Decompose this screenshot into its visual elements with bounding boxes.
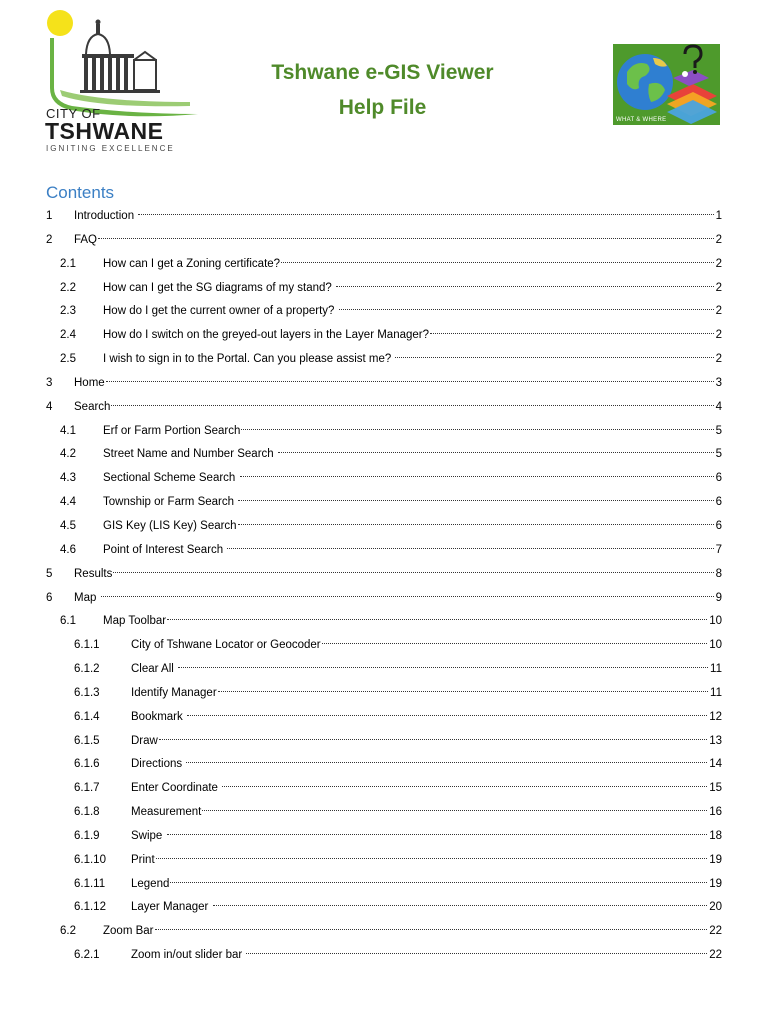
- toc-dot-leader: [238, 523, 714, 525]
- city-of-tshwane-logo: [40, 10, 205, 155]
- toc-entry-page: 6: [715, 496, 722, 509]
- toc-dot-leader: [187, 714, 707, 716]
- toc-dot-leader: [322, 642, 708, 644]
- toc-entry-label: Search: [74, 400, 111, 413]
- toc-entry-page: 19: [709, 853, 722, 866]
- toc-entry-page: 15: [709, 782, 722, 795]
- toc-entry-page: 6: [715, 519, 722, 532]
- toc-entry[interactable]: [46, 443, 722, 467]
- toc-entry-line: [131, 873, 722, 897]
- toc-dot-leader: [222, 785, 707, 787]
- toc-entry-label: Clear All: [131, 663, 178, 676]
- toc-dot-leader: [106, 380, 714, 382]
- toc-entry-label: Erf or Farm Portion Search: [103, 424, 241, 437]
- toc-entry-page: 8: [715, 567, 722, 580]
- toc-dot-leader: [159, 738, 707, 740]
- toc-entry-label: Home: [74, 376, 105, 389]
- toc-entry-label: How do I get the current owner of a property?: [103, 305, 338, 318]
- toc-entry-number: 4.6: [60, 543, 76, 556]
- toc-entry-number: 6.1.1: [74, 639, 100, 652]
- toc-dot-leader: [167, 833, 708, 835]
- toc-dot-leader: [281, 261, 714, 263]
- toc-entry-page: 11: [710, 686, 722, 699]
- toc-entry-number: 6.1.6: [74, 758, 100, 771]
- toc-entry-number: 6.1.7: [74, 782, 100, 795]
- toc-entry-label: How can I get the SG diagrams of my stand?: [103, 281, 336, 294]
- toc-entry-line: [103, 539, 722, 563]
- toc-entry[interactable]: [46, 300, 722, 324]
- toc-dot-leader: [202, 809, 707, 811]
- toc-entry-number: 4: [46, 400, 53, 413]
- toc-entry-label: GIS Key (LIS Key) Search: [103, 519, 237, 532]
- toc-entry-line: [103, 467, 722, 491]
- toc-entry-page: 5: [715, 448, 722, 461]
- toc-entry-line: [131, 730, 722, 754]
- toc-entry-label: Results: [74, 567, 113, 580]
- toc-dot-leader: [156, 857, 708, 859]
- toc-entry-number: 5: [46, 567, 53, 580]
- toc-entry-line: [103, 300, 722, 324]
- toc-entry-line: [131, 825, 722, 849]
- toc-entry-number: 6.1.3: [74, 686, 100, 699]
- toc-dot-leader: [339, 308, 714, 310]
- logo-tagline-text: IGNITING EXCELLENCE: [46, 144, 175, 153]
- toc-entry-page: 1: [715, 210, 722, 222]
- toc-entry-page: 2: [715, 305, 722, 318]
- toc-entry[interactable]: [46, 277, 722, 301]
- toc-dot-leader: [155, 928, 708, 930]
- toc-dot-leader: [241, 428, 713, 430]
- toc-entry-line: [131, 944, 722, 968]
- toc-dot-leader: [395, 356, 713, 358]
- toc-entry-number: 4.1: [60, 424, 76, 437]
- toc-entry-line: [74, 587, 722, 611]
- toc-entry-number: 2.3: [60, 305, 76, 318]
- toc-entry-label: Sectional Scheme Search: [103, 472, 239, 485]
- toc-entry-line: [131, 849, 722, 873]
- toc-entry-line: [103, 491, 722, 515]
- toc-entry-page: 19: [709, 877, 722, 890]
- toc-entry-page: 3: [715, 376, 722, 389]
- toc-entry-label: Enter Coordinate: [131, 782, 222, 795]
- toc-entry-line: [103, 253, 722, 277]
- toc-entry-line: [103, 420, 722, 444]
- toc-entry-number: 6: [46, 591, 53, 604]
- table-of-contents: [46, 205, 722, 968]
- logo-name-text: TSHWANE: [45, 118, 164, 144]
- toc-entry[interactable]: [46, 515, 722, 539]
- toc-entry[interactable]: [46, 777, 722, 801]
- toc-entry[interactable]: [46, 324, 722, 348]
- toc-entry-label: I wish to sign in to the Portal. Can you please assist me?: [103, 353, 395, 366]
- badge-caption: WHAT & WHERE: [616, 117, 667, 123]
- toc-entry[interactable]: [46, 372, 722, 396]
- toc-entry-label: Township or Farm Search: [103, 496, 238, 509]
- toc-entry-line: [103, 348, 722, 372]
- toc-dot-leader: [336, 285, 714, 287]
- toc-dot-leader: [178, 666, 708, 668]
- toc-entry-label: Map: [74, 591, 100, 604]
- toc-entry-page: 5: [715, 424, 722, 437]
- toc-entry-line: [103, 443, 722, 467]
- toc-entry[interactable]: [46, 539, 722, 563]
- toc-entry-number: 6.2.1: [74, 949, 100, 962]
- toc-entry[interactable]: [46, 563, 722, 587]
- toc-entry-page: 2: [715, 257, 722, 270]
- toc-dot-leader: [167, 618, 707, 620]
- toc-entry-line: [131, 801, 722, 825]
- toc-entry[interactable]: [46, 682, 722, 706]
- toc-entry-label: Measurement: [131, 806, 202, 819]
- toc-entry-label: Directions: [131, 758, 186, 771]
- toc-entry[interactable]: [46, 348, 722, 372]
- toc-dot-leader: [138, 213, 713, 215]
- toc-entry-page: 16: [709, 806, 722, 819]
- toc-entry-line: [131, 658, 722, 682]
- toc-entry-line: [131, 896, 722, 920]
- toc-entry-number: 2.2: [60, 281, 76, 294]
- toc-entry[interactable]: [46, 610, 722, 634]
- toc-entry-number: 1: [46, 210, 53, 222]
- toc-entry-number: 6.1.8: [74, 806, 100, 819]
- toc-entry-page: 2: [715, 281, 722, 294]
- toc-dot-leader: [170, 881, 707, 883]
- toc-entry-page: 4: [715, 400, 722, 413]
- what-and-where-badge: [613, 44, 720, 125]
- toc-entry-number: 6.1.4: [74, 710, 100, 723]
- toc-entry-label: Layer Manager: [131, 901, 212, 914]
- toc-entry-line: [103, 610, 722, 634]
- toc-entry-number: 2.5: [60, 353, 76, 366]
- toc-entry-number: 4.3: [60, 472, 76, 485]
- toc-entry[interactable]: [46, 896, 722, 920]
- toc-entry-line: [74, 563, 722, 587]
- toc-dot-leader: [246, 952, 707, 954]
- toc-entry-label: Draw: [131, 734, 158, 747]
- toc-entry-label: Street Name and Number Search: [103, 448, 277, 461]
- toc-dot-leader: [278, 451, 714, 453]
- toc-entry-page: 22: [709, 925, 722, 938]
- toc-entry-page: 22: [709, 949, 722, 962]
- toc-entry-label: City of Tshwane Locator or Geocoder: [131, 639, 321, 652]
- toc-entry-page: 11: [710, 663, 722, 676]
- toc-entry-line: [103, 324, 722, 348]
- logo-city-of-text: CITY OF: [46, 106, 101, 121]
- toc-entry-line: [103, 515, 722, 539]
- toc-entry-number: 2: [46, 233, 53, 246]
- toc-dot-leader: [111, 404, 713, 406]
- toc-entry[interactable]: [46, 801, 722, 825]
- toc-entry[interactable]: [46, 229, 722, 253]
- toc-entry[interactable]: [46, 491, 722, 515]
- toc-entry[interactable]: [46, 825, 722, 849]
- toc-entry[interactable]: [46, 658, 722, 682]
- toc-entry-number: 4.2: [60, 448, 76, 461]
- toc-entry-page: 2: [715, 233, 722, 246]
- toc-entry[interactable]: [46, 730, 722, 754]
- toc-entry[interactable]: [46, 706, 722, 730]
- toc-entry-page: 9: [715, 591, 722, 604]
- toc-entry-number: 4.5: [60, 519, 76, 532]
- toc-entry-number: 6.1: [60, 615, 76, 628]
- toc-entry[interactable]: [46, 634, 722, 658]
- toc-entry-page: 6: [715, 472, 722, 485]
- globe-map-layers-question-icon: [613, 44, 720, 125]
- toc-entry-label: Point of Interest Search: [103, 543, 227, 556]
- toc-entry[interactable]: [46, 587, 722, 611]
- toc-entry-label: Legend: [131, 877, 170, 890]
- toc-entry-number: 6.1.5: [74, 734, 100, 747]
- toc-entry-label: Zoom in/out slider bar: [131, 949, 246, 962]
- toc-entry-label: Bookmark: [131, 710, 186, 723]
- toc-entry[interactable]: [46, 873, 722, 897]
- toc-entry-number: 2.1: [60, 257, 76, 270]
- toc-entry-page: 10: [709, 639, 722, 652]
- toc-entry-number: 6.1.2: [74, 663, 100, 676]
- toc-entry[interactable]: [46, 753, 722, 777]
- toc-dot-leader: [101, 595, 714, 597]
- toc-entry-line: [74, 229, 722, 253]
- toc-entry-page: 2: [715, 329, 722, 342]
- toc-entry-label: Introduction: [74, 210, 138, 222]
- toc-entry-line: [131, 706, 722, 730]
- toc-entry-line: [131, 753, 722, 777]
- toc-entry[interactable]: [46, 849, 722, 873]
- toc-dot-leader: [430, 332, 714, 334]
- toc-entry-number: 6.2: [60, 925, 76, 938]
- toc-entry-label: How can I get a Zoning certificate?: [103, 257, 281, 270]
- toc-entry-page: 13: [709, 734, 722, 747]
- toc-dot-leader: [238, 499, 713, 501]
- toc-entry-line: [74, 396, 722, 420]
- toc-dot-leader: [227, 547, 713, 549]
- toc-entry-line: [74, 372, 722, 396]
- toc-entry-label: FAQ: [74, 233, 98, 246]
- contents-heading: Contents: [46, 183, 115, 202]
- toc-entry-page: 12: [709, 710, 722, 723]
- toc-entry-page: 20: [709, 901, 722, 914]
- toc-dot-leader: [113, 571, 713, 573]
- toc-dot-leader: [98, 237, 714, 239]
- toc-entry-number: 6.1.9: [74, 829, 100, 842]
- toc-entry-number: 6.1.11: [74, 877, 106, 890]
- toc-entry-label: Swipe: [131, 829, 166, 842]
- toc-entry[interactable]: [46, 467, 722, 491]
- toc-entry-label: Zoom Bar: [103, 925, 154, 938]
- toc-entry-page: 2: [715, 353, 722, 366]
- toc-entry-label: Print: [131, 853, 155, 866]
- toc-entry-line: [131, 682, 722, 706]
- toc-entry-page: 10: [709, 615, 722, 628]
- document-title: Tshwane e-GIS Viewer: [271, 61, 494, 84]
- toc-entry-number: 6.1.10: [74, 853, 106, 866]
- toc-entry-number: 2.4: [60, 329, 76, 342]
- toc-dot-leader: [186, 761, 707, 763]
- toc-dot-leader: [213, 904, 708, 906]
- toc-entry-number: 3: [46, 376, 53, 389]
- toc-entry-line: [131, 634, 722, 658]
- toc-entry-line: [131, 777, 722, 801]
- toc-entry-page: 18: [709, 829, 722, 842]
- toc-entry-label: Map Toolbar: [103, 615, 167, 628]
- toc-dot-leader: [218, 690, 708, 692]
- toc-entry-number: 6.1.12: [74, 901, 106, 914]
- toc-entry[interactable]: [46, 253, 722, 277]
- toc-entry[interactable]: [46, 944, 722, 968]
- toc-dot-leader: [240, 475, 714, 477]
- document-subtitle: Help File: [338, 96, 427, 119]
- toc-entry-label: Identify Manager: [131, 686, 217, 699]
- toc-entry[interactable]: [46, 396, 722, 420]
- toc-entry-line: [103, 277, 722, 301]
- toc-entry-page: 7: [715, 543, 722, 556]
- toc-entry[interactable]: [46, 205, 722, 229]
- toc-entry[interactable]: [46, 920, 722, 944]
- toc-entry-line: [103, 920, 722, 944]
- toc-entry-label: How do I switch on the greyed-out layers in the Layer Manager?: [103, 329, 430, 342]
- toc-entry-page: 14: [709, 758, 722, 771]
- toc-entry-number: 4.4: [60, 496, 76, 509]
- toc-entry[interactable]: [46, 420, 722, 444]
- toc-entry-line: [74, 205, 722, 229]
